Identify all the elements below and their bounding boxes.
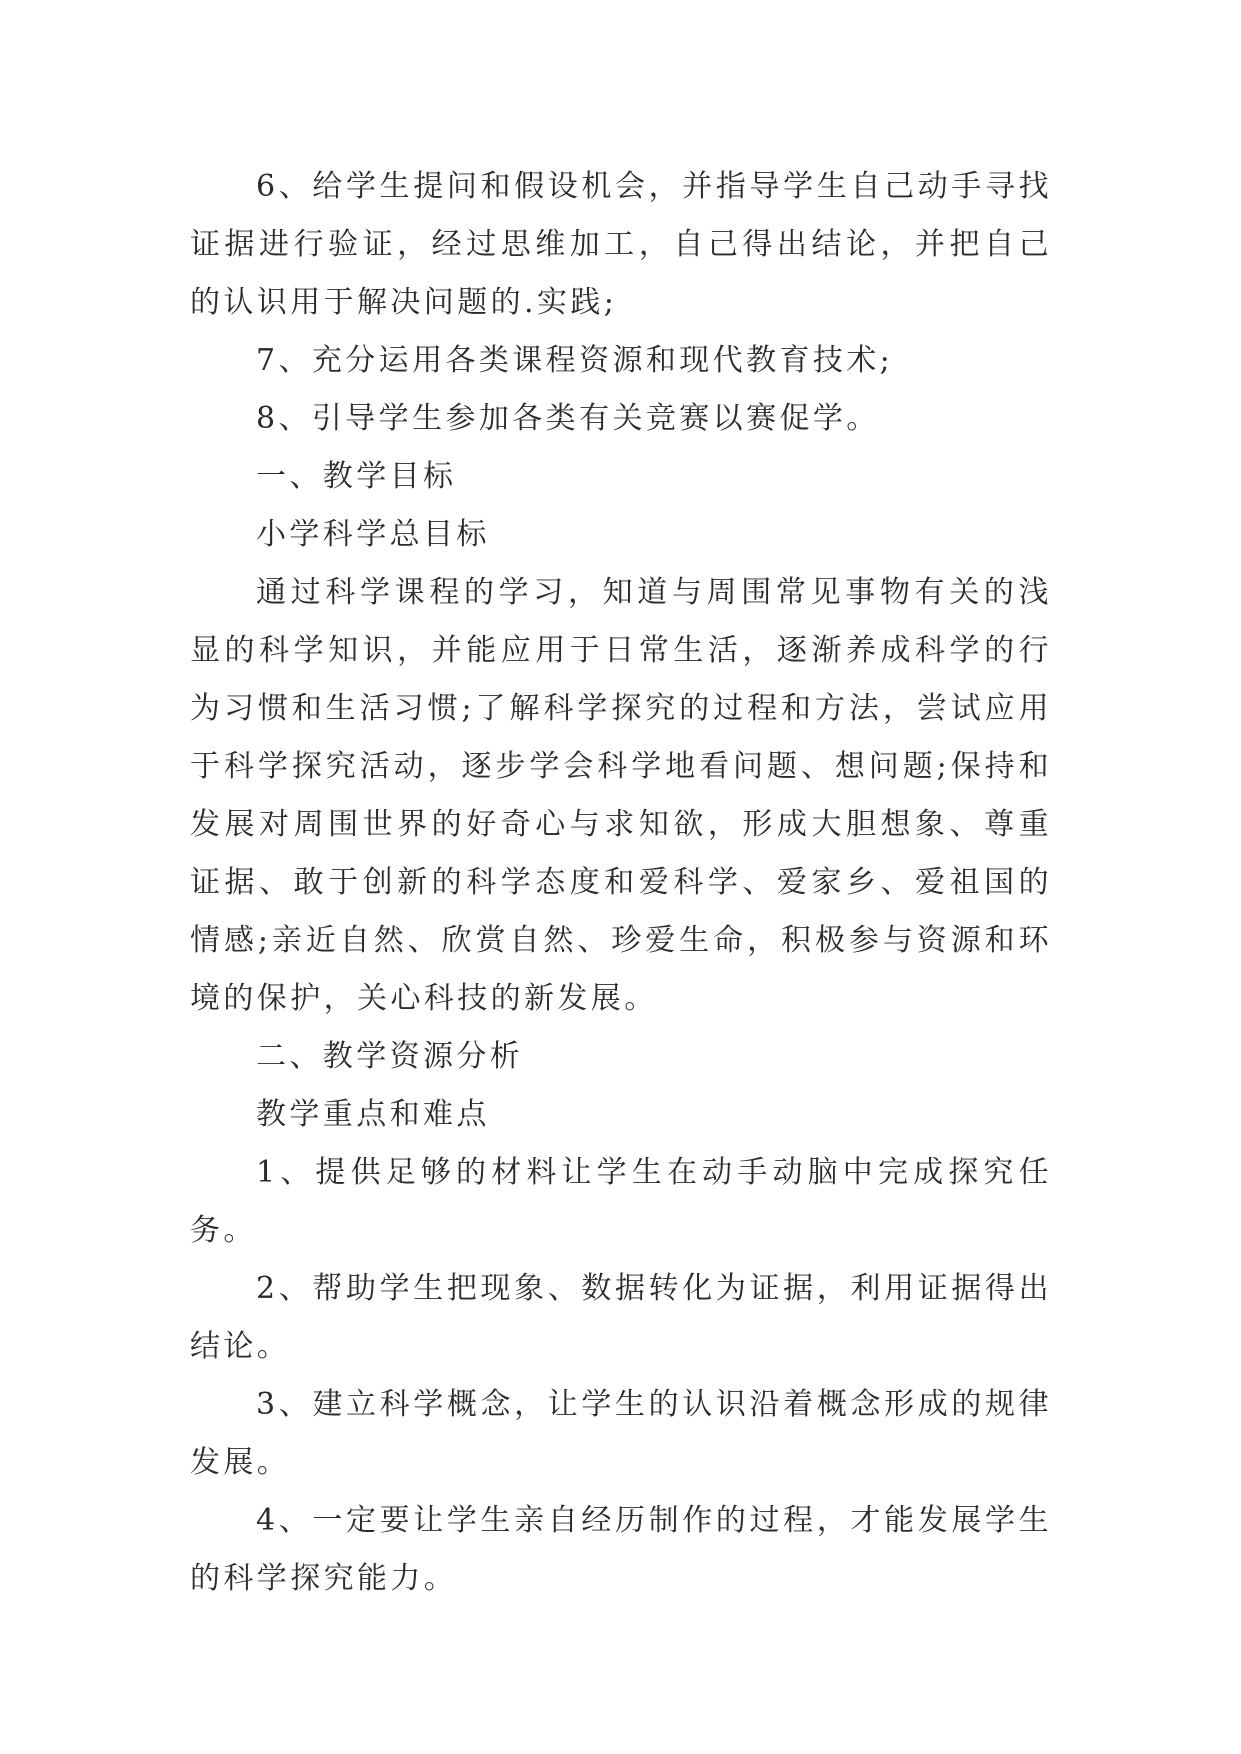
paragraph-overall-goal: 通过科学课程的学习，知道与周围常见事物有关的浅显的科学知识，并能应用于日常生活，逐渐养成科学的行为习惯和生活习惯;了解科学探究的过程和方法，尝试应用于科学探究活动，逐步学会科学地看问题、想问题;保持和发展对周围世界的好奇心与求知欲，形成大胆想象、尊重证据、敢于创新的科学态度和爱科学、爱家乡、爱祖国的情感;亲近自然、欣赏自然、珍爱生命，积极参与资源和环境的保护，关心科技的新发展。	[190, 575, 1052, 1016]
paragraph-key-point-2: 2、帮助学生把现象、数据转化为证据，利用证据得出结论。	[190, 1271, 1052, 1364]
subheading-overall-goal: 小学科学总目标	[256, 517, 490, 552]
paragraph-key-point-1: 1、提供足够的材料让学生在动手动脑中完成探究任务。	[190, 1155, 1052, 1248]
document-body	[190, 158, 1052, 1608]
paragraph-item-6: 6、给学生提问和假设机会，并指导学生自己动手寻找证据进行验证，经过思维加工，自己得出结论，并把自己的认识用于解决问题的.实践;	[190, 169, 1052, 320]
paragraph-item-8: 8、引导学生参加各类有关竞赛以赛促学。	[256, 401, 880, 436]
paragraph-key-point-3: 3、建立科学概念，让学生的认识沿着概念形成的规律发展。	[190, 1387, 1052, 1480]
paragraph-key-point-4: 4、一定要让学生亲自经历制作的过程，才能发展学生的科学探究能力。	[190, 1503, 1052, 1596]
section-heading-teaching-goals: 一、教学目标	[256, 459, 457, 494]
section-heading-resource-analysis: 二、教学资源分析	[256, 1039, 524, 1074]
subheading-key-points: 教学重点和难点	[256, 1097, 490, 1132]
paragraph-item-7: 7、充分运用各类课程资源和现代教育技术;	[256, 343, 894, 378]
